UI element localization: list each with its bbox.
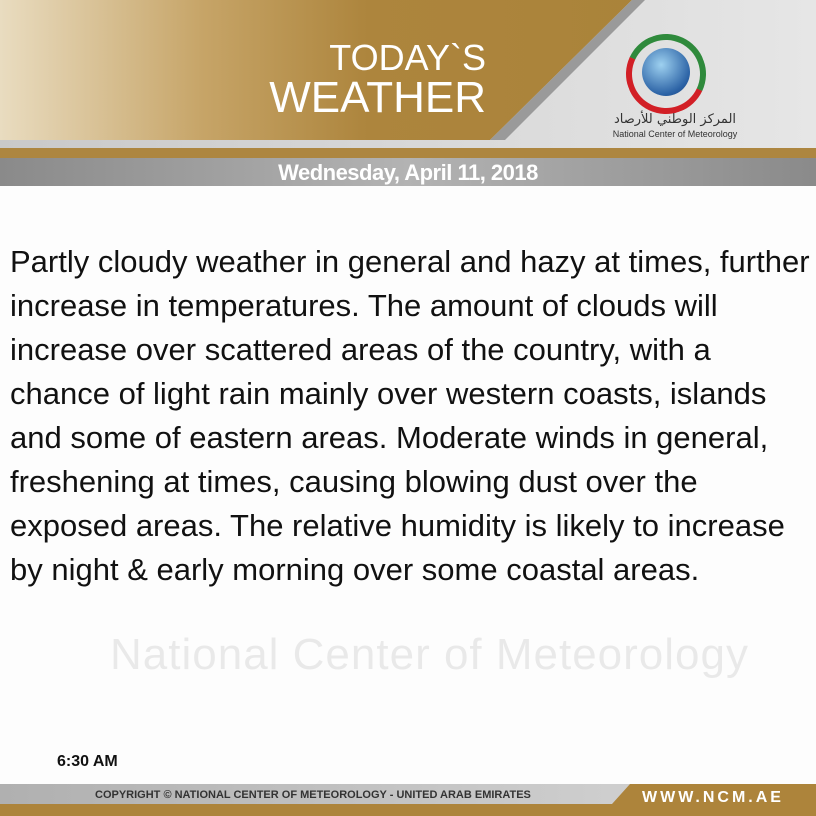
forecast-date: Wednesday, April 11, 2018 [278, 160, 538, 185]
page-title [269, 37, 486, 122]
issue-time: 6:30 AM [57, 753, 118, 770]
watermark: National Center of Meteorology [110, 630, 749, 679]
forecast-text: Partly cloudy weather in general and hazy at times, further increase in temperatures. The amount of clouds will increase over scattered areas of the country, with a chance of light rain mainly over western coasts, islands and some of eastern areas. Moderate winds in general, freshening at times, causing blowing dust over the exposed areas. The relative humidity is likely to increase by night & early morning over some coastal areas. [10, 244, 810, 587]
ncm-logo [600, 28, 750, 143]
copyright-text: COPYRIGHT © NATIONAL CENTER OF METEOROLOGY - UNITED ARAB EMIRATES [95, 789, 531, 801]
title-line1: TODAY`S [329, 37, 486, 78]
globe-icon [642, 48, 690, 96]
logo-english-text: National Center of Meteorology [612, 129, 738, 139]
website-link[interactable]: WWW.NCM.AE [642, 789, 784, 806]
title-line2: WEATHER [269, 73, 486, 122]
logo-arabic-text: المركز الوطني للأرصاد [613, 112, 737, 127]
gold-divider [0, 148, 816, 158]
